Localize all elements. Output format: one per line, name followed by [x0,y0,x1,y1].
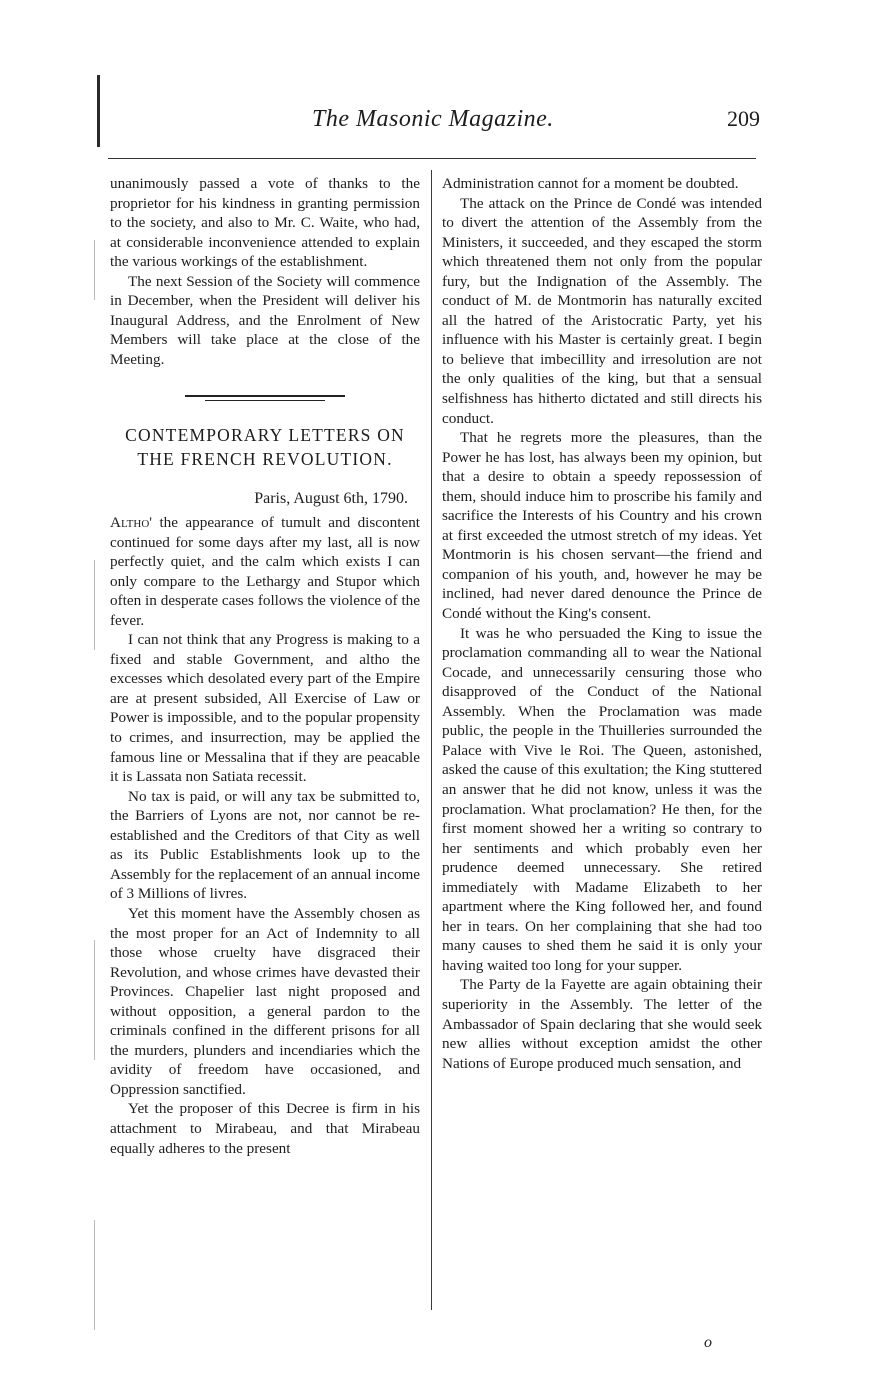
letter-paragraph: Administration cannot for a moment be doubted. [442,175,739,192]
binding-speck [94,240,95,300]
article-title-line2: THE FRENCH REVOLUTION. [137,449,393,470]
letter-paragraph: That he regrets more the pleasures, than the Power he has lost, has always been my opinion, but that a desire to obtain a speedy repossession of them, should induce him to proscribe his family and sacrifice the Interests of his Country and his crown at first exceeded the utmost stretch of my ideas. Yet Montmorin is his chosen servant—the friend and companion of his youth, and, however he may be inclined, had never dared denounce the Prince de Condé without the King's consent. [442,429,762,623]
letter-paragraph: Yet the proposer of this Decree is firm in his attachment to Mirabeau, and that Mirabeau equally adheres to the present [110,1100,420,1157]
session-paragraph: The next Session of the Society will commence in December, when the President will deliver his Inaugural Address, and the Enrolment of New Members will take place at the close of the Meeting. [110,272,420,368]
binding-mark [97,75,100,147]
header-rule [108,158,756,159]
letter-paragraph: Yet this moment have the Assembly chosen as the most proper for an Act of Indemnity to all those whose cruelty have disgraced their Revolution, and whose crimes have devasted their Provinces. Chapelier last night proposed and without opposition, a general pardon to the criminals confined in the different prisons for all the murders, plunders and incendiaries which the avidity of freedom have occasioned, and Oppression sanctified. [110,904,420,1098]
section-ornament [185,395,345,401]
binding-speck [94,1220,95,1330]
letter-paragraph-text: the appearance of tumult and discontent continued for some days after my last, all is now perfectly quiet, and the calm which exists I can only compare to the Lethargy and Stupor which often in desperate cases follows the violence of the fever. [110,514,421,629]
letter-opening-word: Altho' [110,514,153,532]
column-divider [431,170,432,1310]
running-header [120,106,760,140]
letter-paragraph [110,513,420,630]
article-title [110,423,420,471]
opening-paragraph: unanimously passed a vote of thanks to the proprietor for his kindness in granting permission to the society, and also to Mr. C. Waite, who had, at considerable inconvenience attended to explain the various workings of the establishment. [110,175,420,271]
letter-paragraph: I can not think that any Progress is making to a fixed and stable Government, and altho the excesses which desolated every part of the Empire are at present subsided, All Exercise of Law or Power is impossible, and to the popular propensity to crimes, and insurrection, may be applied the famous line or Messalina that if they are peacable it is Lassata non Satiata recessit. [110,631,420,786]
page-number: 209 [727,106,760,131]
letter-dateline: Paris, August 6th, 1790. [254,490,408,508]
letter-paragraph: The attack on the Prince de Condé was intended to divert the attention of the Assembly from the Ministers, it succeeded, and they escaped the storm which threatened them not only from the popular fury, but the Indignation of the Assembly. The conduct of M. de Montmorin has naturally excited all the hatred of the Aristocratic Party, yet his influence with his Master is certainly great. I begin to believe that imbecillity and irresolution are not the only qualities of the king, but that a sensual selfishness has hitherto dictated and still directs his conduct. [442,194,762,427]
article-title-line1: CONTEMPORARY LETTERS ON [125,425,405,446]
signature-mark: o [704,1334,712,1351]
letter-paragraph: No tax is paid, or will any tax be submitted to, the Barriers of Lyons are not, nor cannot be re-established and the Creditors of that City as well as its Public Establishments look up to the Assembly for the replacement of an annual income of 3 Millions of livres. [110,787,420,903]
left-column [110,174,420,1158]
binding-speck [94,560,95,650]
running-title: The Masonic Magazine. [312,106,554,132]
right-column [442,174,762,1073]
binding-speck [94,940,95,1060]
letter-paragraph: It was he who persuaded the King to issue the proclamation commanding all to wear the National Cocade, and unnecessarily censuring those who disapproved of the Conduct of the National Assembly. When the Proclamation was made public, the people in the Thuilleries surrounded the Palace with Vive le Roi. The Queen, astonished, asked the cause of this exultation; the King stuttered an answer that he did not know, unless it was the proclamation. What proclamation? He then, for the first moment showed her a writing so contrary to her sentiments and which probably even her prudence deemed unnecessary. She retired immediately with Madame Elizabeth to her apartment where the King followed her, and found her in tears. On her complaining that she had too many causes to shed them he said it is only your having waited too long for your supper. [442,624,762,974]
letter-paragraph: The Party de la Fayette are again obtaining their superiority in the Assembly. The letter of the Ambassador of Spain declaring that she would seek new allies without exception amidst the other Nations of Europe produced much sensation, and [442,976,762,1072]
